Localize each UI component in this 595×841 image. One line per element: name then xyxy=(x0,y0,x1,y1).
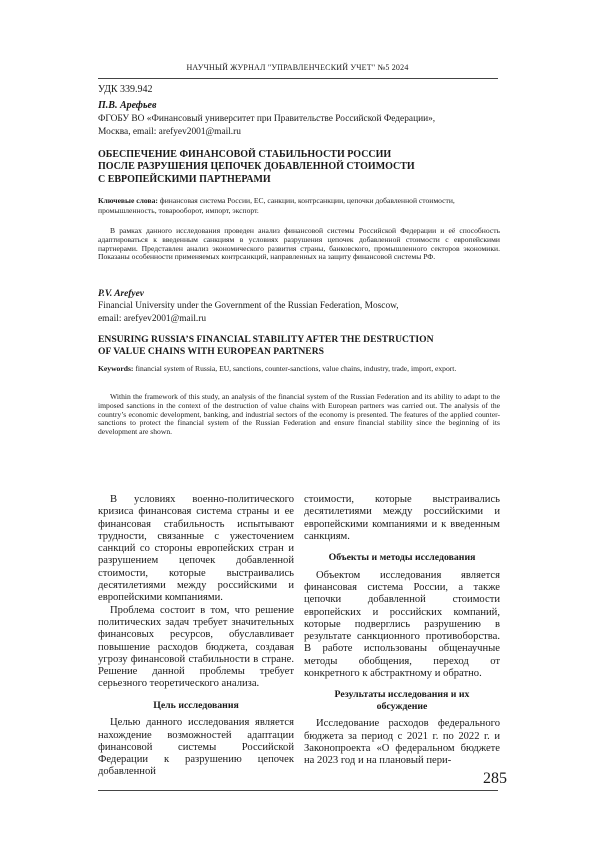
keywords-ru-text: финансовая система России, ЕС, санкции, контрсанкции, цепочки добавленной стоимости, промышленность, товарооборот, импорт, экспорт. xyxy=(98,196,455,215)
title-ru-line-1: ОБЕСПЕЧЕНИЕ ФИНАНСОВОЙ СТАБИЛЬНОСТИ РОССИИ xyxy=(98,149,392,160)
body-paragraph: стоимости, которые выстраивались десятилетиями между российскими и европейскими компаниями и к введенным санкциям. xyxy=(304,494,500,542)
body-paragraph: Целью данного исследования является нахождение возможностей адаптации финансовой системы Российской Федерации к разрушению цепочек добавленной xyxy=(98,717,294,778)
section-heading-results: Результаты исследования и их обсуждение xyxy=(334,689,470,712)
article-title-en xyxy=(98,334,508,358)
body-paragraph: В условиях военно-политического кризиса финансовая система страны и ее финансовая стабильность испытывают трудности, связанные с ужесточением санкций со стороны европейских стран и разрушением цепочек добавленной стоимости, которые выстраивались десятилетиями между российскими и европейскими компаниями. xyxy=(98,494,294,604)
page-number: 285 xyxy=(483,770,507,787)
keywords-en-label: Keywords: xyxy=(98,364,134,373)
author-name-ru: П.В. Арефьев xyxy=(98,100,157,111)
udk-code: УДК 339.942 xyxy=(98,84,153,95)
keywords-ru xyxy=(98,196,508,216)
affiliation-ru-line-1: ФГОБУ ВО «Финансовый университет при Правительстве Российской Федерации», xyxy=(98,114,436,124)
body-column-right xyxy=(304,494,500,768)
body-paragraph: Проблема состоит в том, что решение политических задач требует значительных финансовых ресурсов, обуславливает повышение расходов бюджета, создавая угрозу финансовой стабильности в стране. Решение данной проблемы требует серьезного теоретического анализа. xyxy=(98,604,294,690)
keywords-en xyxy=(98,364,508,374)
affiliation-en-line-2: email: arefyev2001@mail.ru xyxy=(98,314,207,324)
section-heading-goal: Цель исследования xyxy=(153,699,239,711)
affiliation-ru-line-2: Москва, email: arefyev2001@mail.ru xyxy=(98,127,241,137)
body-column-left xyxy=(98,494,294,779)
title-en-line-1: ENSURING RUSSIA’S FINANCIAL STABILITY AFTER THE DESTRUCTION xyxy=(98,334,434,345)
journal-header: НАУЧНЫЙ ЖУРНАЛ "УПРАВЛЕНЧЕСКИЙ УЧЕТ" №5 2024 xyxy=(186,63,409,72)
abstract-ru-text: В рамках данного исследования проведен анализ финансовой системы Российской Федерации и её способность адаптироваться к введенным санкциям в условиях разрушения цепочек добавленной стоимости с европейскими партнерами. Представлен анализ экономического развития страны, банковского, промышленного секторов экономики. Показаны особенности применяемых контрсанкций, направленных на защиту финансовой системы РФ. xyxy=(98,226,500,262)
abstract-ru xyxy=(98,227,500,262)
abstract-en xyxy=(98,393,500,437)
abstract-en-text: Within the framework of this study, an analysis of the financial system of the Russian Federation and its ability to adapt to the imposed sanctions in the context of the destruction of value chains with European partners was carried out. The analysis of the country’s economic development, banking, and industrial sectors of the economy is presented. The features of the applied counter-sanctions to protect the financial system of the Russian Federation and ensure financial stability since the beginning of its development are shown. xyxy=(98,392,500,437)
article-title-ru xyxy=(98,149,508,186)
title-en-line-2: OF VALUE CHAINS WITH EUROPEAN PARTNERS xyxy=(98,345,324,357)
affiliation-en-line-1: Financial University under the Government of the Russian Federation, Moscow, xyxy=(98,301,399,311)
author-name-en: P.V. Arefyev xyxy=(98,289,144,299)
keywords-ru-label: Ключевые слова: xyxy=(98,196,158,205)
keywords-en-text: financial system of Russia, EU, sanctions, counter-sanctions, value chains, industry, trade, import, export. xyxy=(133,364,457,373)
body-paragraph: Исследование расходов федерального бюджета за период с 2021 г. по 2022 г. и Законопроекта «О федеральном бюджете на 2023 год и на плановый пери- xyxy=(304,718,500,767)
section-heading-objects: Объекты и методы исследования xyxy=(328,552,476,564)
footer-rule xyxy=(98,790,498,791)
body-paragraph: Объектом исследования является финансовая система России, а также цепочки добавленной стоимости европейских и российских компаний, которые подверглись разрушению в результате санкционного противоборства. В работе использованы общенаучные методы обобщения, переход от конкретного к абстрактному и обратно. xyxy=(304,569,500,680)
title-ru-line-3: С ЕВРОПЕЙСКИМИ ПАРТНЕРАМИ xyxy=(98,173,271,185)
header-rule xyxy=(98,78,498,79)
title-ru-line-2: ПОСЛЕ РАЗРУШЕНИЯ ЦЕПОЧЕК ДОБАВЛЕННОЙ СТОИМОСТИ xyxy=(98,161,415,173)
